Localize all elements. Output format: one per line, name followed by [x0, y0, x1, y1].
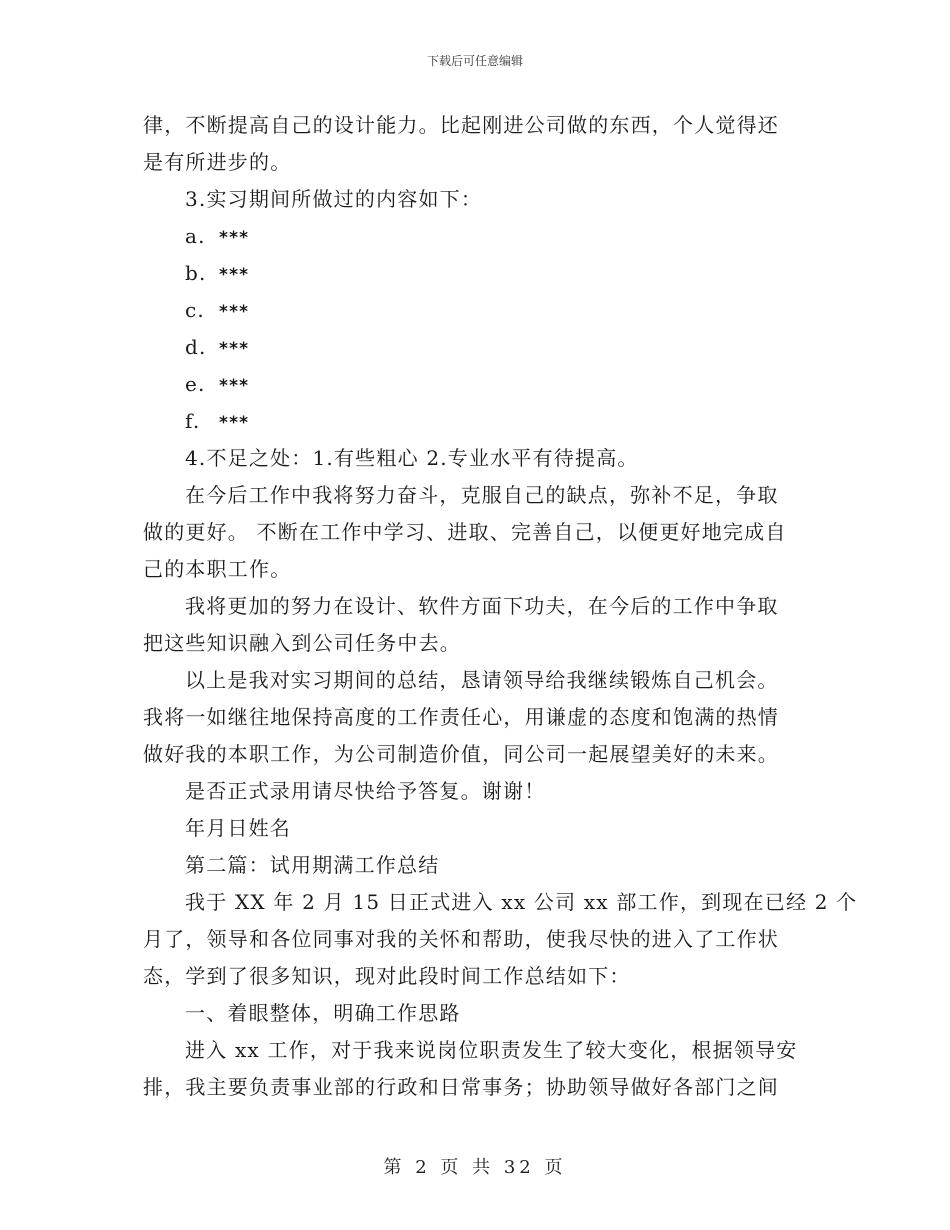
- list-item: [143, 218, 803, 255]
- list-item: [143, 292, 803, 329]
- list-item-value: ***: [219, 302, 250, 322]
- paragraph-line: 在今后工作中我将努力奋斗，克服自己的缺点，弥补不足，争取: [185, 483, 779, 507]
- paragraph-line: 排，我主要负责事业部的行政和日常事务；协助领导做好各部门之间: [143, 1075, 779, 1099]
- paragraph-line: 4.不足之处：1.有些粗心 2.专业水平有待提高。: [185, 446, 639, 470]
- section-heading: 3.实习期间所做过的内容如下：: [185, 187, 483, 211]
- list-item: [143, 403, 803, 440]
- paragraph-line: 我于 XX 年 2 月 15 日正式进入 xx 公司 xx 部工作，到现在已经 2 个: [185, 890, 858, 914]
- section-title: 第二篇：试用期满工作总结: [185, 853, 440, 877]
- list-item-value: ***: [219, 265, 250, 285]
- list-item-label: a.: [185, 224, 206, 248]
- list-item-label: d.: [185, 335, 207, 359]
- list-item-value: ***: [219, 228, 250, 248]
- paragraph-line: 我将一如继往地保持高度的工作责任心，用谦虚的态度和饱满的热情: [143, 705, 779, 729]
- paragraph-line: 态，学到了很多知识，现对此段时间工作总结如下：: [143, 964, 631, 988]
- paragraph-line: 做好我的本职工作，为公司制造价值，同公司一起展望美好的未来。: [143, 742, 779, 766]
- paragraph-line: 己的本职工作。: [143, 557, 292, 581]
- paragraph-line: 律，不断提高自己的设计能力。比起刚进公司做的东西，个人觉得还: [143, 113, 779, 137]
- list-item-label: e.: [185, 372, 206, 396]
- list-item: [143, 329, 803, 366]
- paragraph-line: 月了，领导和各位同事对我的关怀和帮助，使我尽快的进入了工作状: [143, 927, 779, 951]
- paragraph-line: 是否正式录用请尽快给予答复。谢谢！: [185, 779, 546, 803]
- list-item: [143, 255, 803, 292]
- list-item-label: c.: [185, 298, 205, 322]
- page-number: 第 2 页 共 32 页: [383, 1157, 567, 1178]
- list-item-label: f.: [185, 409, 201, 433]
- signature-line: 年月日姓名: [185, 816, 291, 840]
- document-body: [143, 107, 858, 1106]
- list-item-value: ***: [219, 376, 250, 396]
- page-header-note: 下载后可任意编辑: [426, 54, 523, 68]
- paragraph-line: 是有所进步的。: [143, 150, 292, 174]
- list-item-label: b.: [185, 261, 207, 285]
- paragraph-line: 做的更好。 不断在工作中学习、进取、完善自己，以便更好地完成自: [143, 520, 787, 544]
- list-item: [143, 366, 803, 403]
- list-item-value: ***: [219, 413, 250, 433]
- section-heading: 一、着眼整体，明确工作思路: [185, 1001, 461, 1025]
- paragraph-line: 把这些知识融入到公司任务中去。: [143, 631, 461, 655]
- paragraph-line: 我将更加的努力在设计、软件方面下功夫，在今后的工作中争取: [185, 594, 779, 618]
- paragraph-line: 进入 xx 工作，对于我来说岗位职责发生了较大变化，根据领导安: [185, 1038, 798, 1062]
- paragraph-line: 以上是我对实习期间的总结，恳请领导给我继续锻炼自己机会。: [185, 668, 779, 692]
- list-item-value: ***: [219, 339, 250, 359]
